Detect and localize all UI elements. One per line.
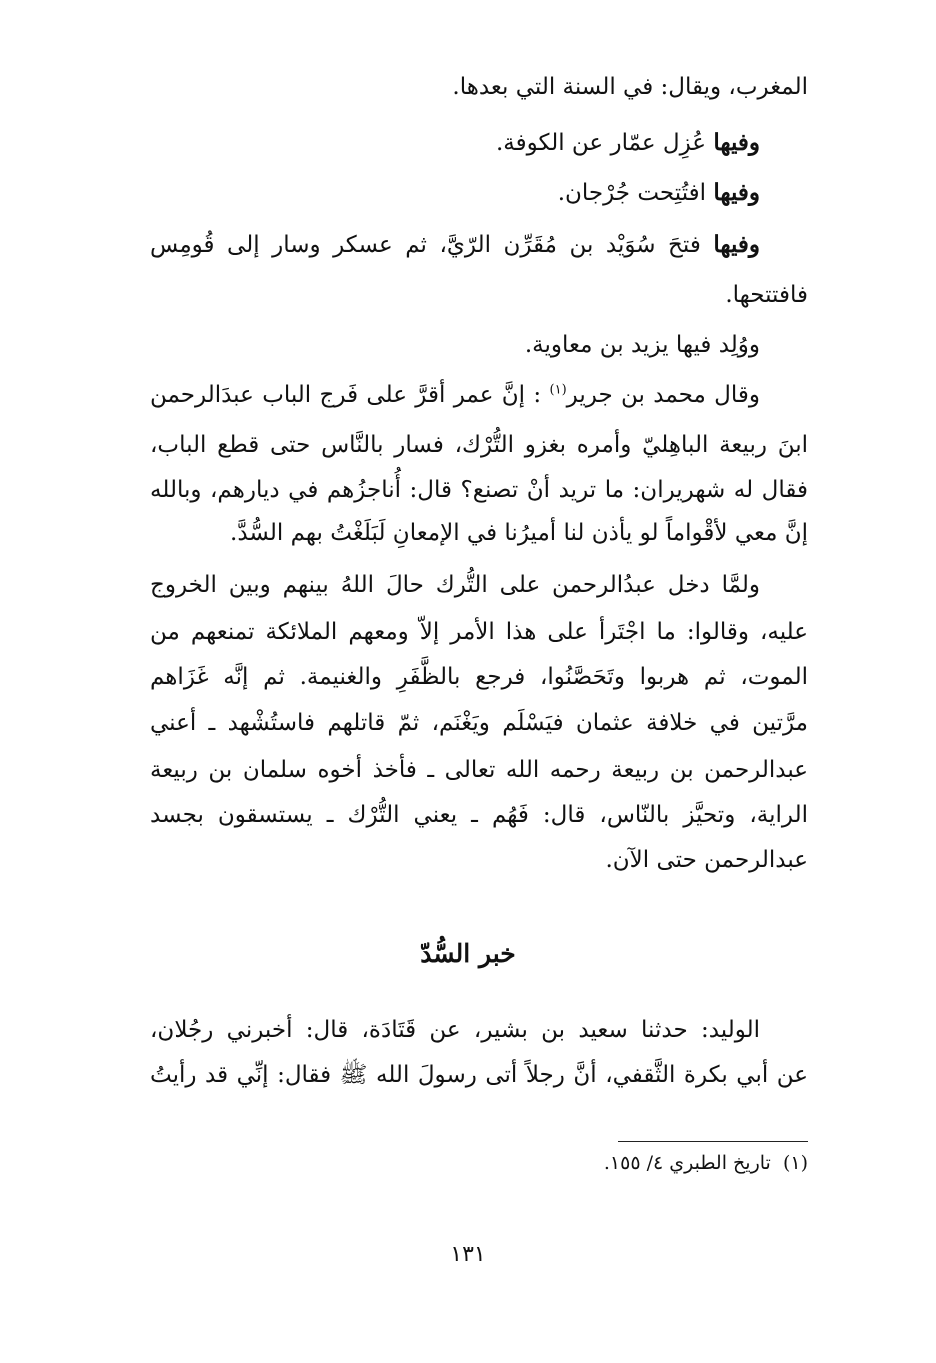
text-line — [150, 230, 760, 260]
bold-prefix: وفيها — [713, 129, 760, 156]
line-text: : إنَّ عمر أقرَّ على فَرج الباب عبدَالرحمن — [150, 382, 550, 408]
line-text: افتُتِحت جُرْجان. — [557, 180, 707, 206]
text-line: الراية، وتحيَّز بالنّاس، قال: فَهُم ـ يعني التُّرْك ـ يستسقون بجسد — [150, 802, 808, 828]
text-line: عبدالرحمن بن ربيعة رحمه الله تعالى ـ فأخذ أخوه سلمان بن ربيعة — [150, 757, 808, 783]
text-line: ابنَ ربيعة الباهِليّ وأمره بغزو التُّرْك، فسار بالنَّاس حتى قطع الباب، — [150, 432, 808, 458]
text-line: عبدالرحمن حتى الآن. — [605, 847, 808, 873]
section-heading: خبر السُّدّ — [420, 939, 516, 968]
text-line: مرَّتين في خلافة عثمان فيَسْلَم ويَغْنَم، ثمّ قاتلهم فاستُشْهد ـ أعني — [150, 710, 808, 736]
text-line: فقال له شهريران: ما تريد أنْ تصنع؟ قال: أُناجزُهم في ديارهم، وبالله — [150, 477, 808, 503]
footnote-text: تاريخ الطبري ٤/ ١٥٥. — [603, 1152, 771, 1174]
text-line: ولمَّا دخل عبدُالرحمن على التُّرك حالَ اللهُ بينهم وبين الخروج — [150, 572, 760, 598]
bold-prefix: وفيها — [713, 179, 760, 206]
text-line: المغرب، ويقال: في السنة التي بعدها. — [452, 74, 808, 100]
text-line: ووُلِد فيها يزيد بن معاوية. — [524, 332, 760, 358]
line-text: وقال محمد بن جرير — [566, 382, 760, 408]
text-line: الموت، ثم هربوا وتَحَصَّنُوا، فرجع بالظَّفَرِ والغنيمة. ثم إنَّه غَزَاهم — [150, 664, 808, 690]
page-number: ١٣١ — [450, 1242, 486, 1267]
text-line: عليه، وقالوا: ما اجْتَرأ على هذا الأمر إلاّ ومعهم الملائكة تمنعهم من — [150, 619, 808, 645]
text-line: الوليد: حدثنا سعيد بن بشير، عن قَتَادَة، قال: أخبرني رجُلان، — [150, 1017, 760, 1043]
footnote-number: (١) — [782, 1152, 808, 1174]
text-line: فافتتحها. — [725, 282, 808, 308]
text-line: إنَّ معي لأقْواماً لو يأذن لنا أميرُنا في الإمعانِ لَبَلَغْتُ بهم السُّدَّ. — [230, 520, 808, 546]
bold-prefix: وفيها — [713, 231, 761, 258]
footnote-divider — [618, 1141, 808, 1142]
text-line — [496, 128, 760, 158]
footnote — [604, 1150, 808, 1176]
line-text: عُزِل عمّار عن الكوفة. — [495, 130, 707, 156]
text-line — [558, 178, 760, 208]
line-text: فتحَ سُوَيْد بن مُقَرِّن الرّيَّ، ثم عسكر وسار إلى قُومِس — [150, 232, 701, 258]
text-line — [150, 380, 760, 410]
footnote-marker: (١) — [549, 382, 567, 398]
text-line: عن أبي بكرة الثَّقفي، أنَّ رجلاً أتى رسولَ الله ﷺ فقال: إنِّي قد رأيتُ — [150, 1062, 808, 1088]
